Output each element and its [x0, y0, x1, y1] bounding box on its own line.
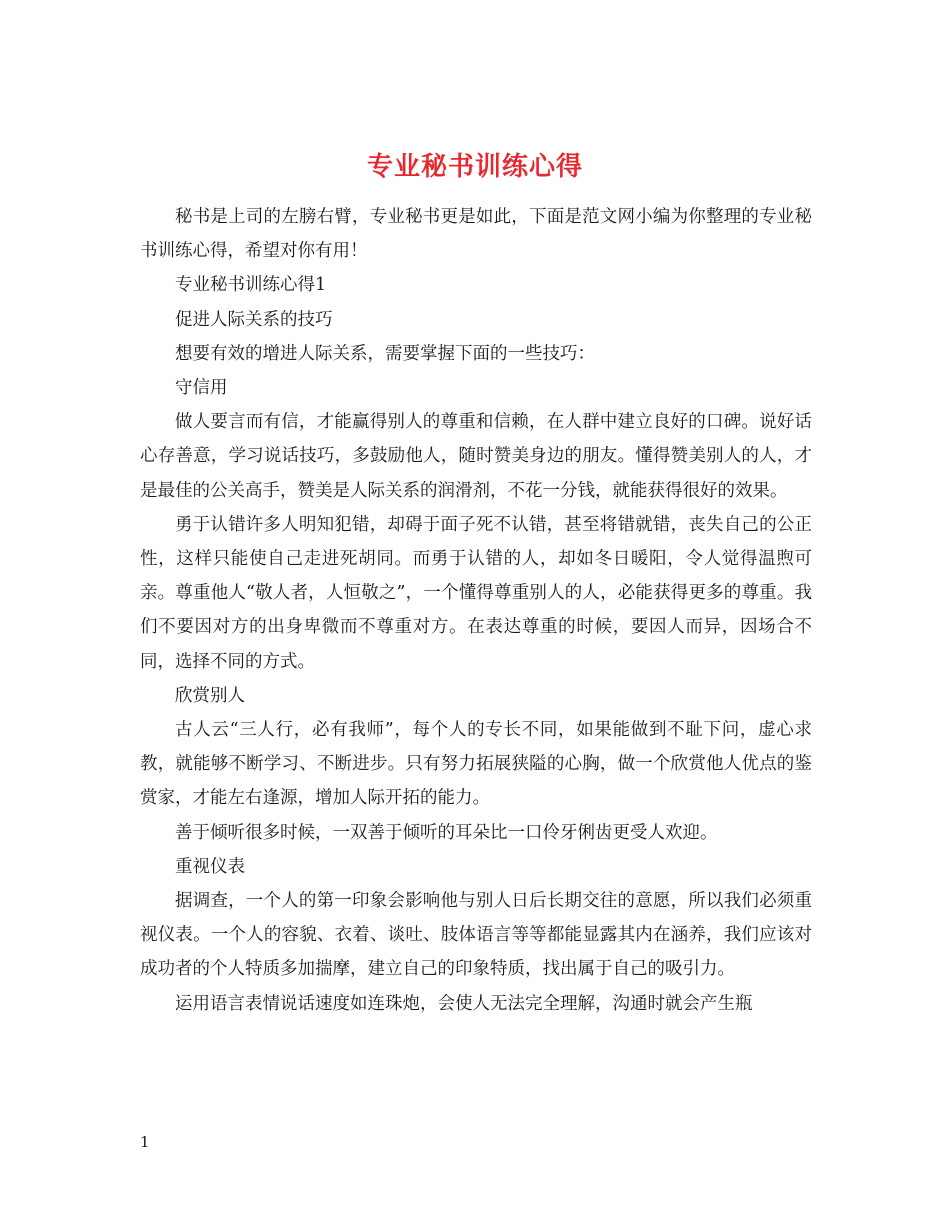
page-number: 1 [140, 1133, 150, 1151]
paragraph: 想要有效的增进人际关系，需要掌握下面的一些技巧： [175, 343, 595, 364]
paragraph: 秘书是上司的左膀右臂，专业秘书更是如此，下面是范文网小编为你整理的专业秘书训练心得，希望对你有用！ [140, 207, 812, 262]
paragraph: 古人云“三人行，必有我师”，每个人的专长不同，如果能做到不耻下问，虚心求教，就能够不断学习、不断进步。只有努力拓展狭隘的心胸，做一个欣赏他人优点的鉴赏家，才能左右逢源，增加人际开拓的能力。 [140, 720, 812, 809]
paragraph: 促进人际关系的技巧 [175, 309, 333, 330]
paragraph: 欣赏别人 [175, 685, 245, 706]
paragraph: 善于倾听很多时候，一双善于倾听的耳朵比一口伶牙俐齿更受人欢迎。 [175, 822, 718, 843]
paragraph: 做人要言而有信，才能赢得别人的尊重和信赖，在人群中建立良好的口碑。说好话心存善意，学习说话技巧，多鼓励他人，随时赞美身边的朋友。懂得赞美别人的人，才是最佳的公关高手，赞美是人际关系的润滑剂，不花一分钱，就能获得很好的效果。 [140, 412, 812, 501]
paragraph: 专业秘书训练心得1 [175, 275, 327, 296]
document-body [140, 200, 812, 1021]
paragraph: 守信用 [175, 378, 228, 399]
paragraph: 运用语言表情说话速度如连珠炮，会使人无法完全理解，沟通时就会产生瓶 [175, 993, 753, 1014]
paragraph: 勇于认错许多人明知犯错，却碍于面子死不认错，甚至将错就错，丧失自己的公正性，这样只能使自己走进死胡同。而勇于认错的人，却如冬日暖阳，令人觉得温煦可亲。尊重他人“敬人者，人恒敬之”，一个懂得尊重别人的人，必能获得更多的尊重。我们不要因对方的出身卑微而不尊重对方。在表达尊重的时候，要因人而异，因场合不同，选择不同的方式。 [140, 514, 812, 672]
paragraph: 重视仪表 [175, 856, 245, 877]
document-title: 专业秘书训练心得 [366, 152, 583, 183]
paragraph: 据调查，一个人的第一印象会影响他与别人日后长期交往的意愿，所以我们必须重视仪表。一个人的容貌、衣着、谈吐、肢体语言等等都能显露其内在涵养，我们应该对成功者的个人特质多加揣摩，建立自己的印象特质，找出属于自己的吸引力。 [140, 891, 812, 980]
